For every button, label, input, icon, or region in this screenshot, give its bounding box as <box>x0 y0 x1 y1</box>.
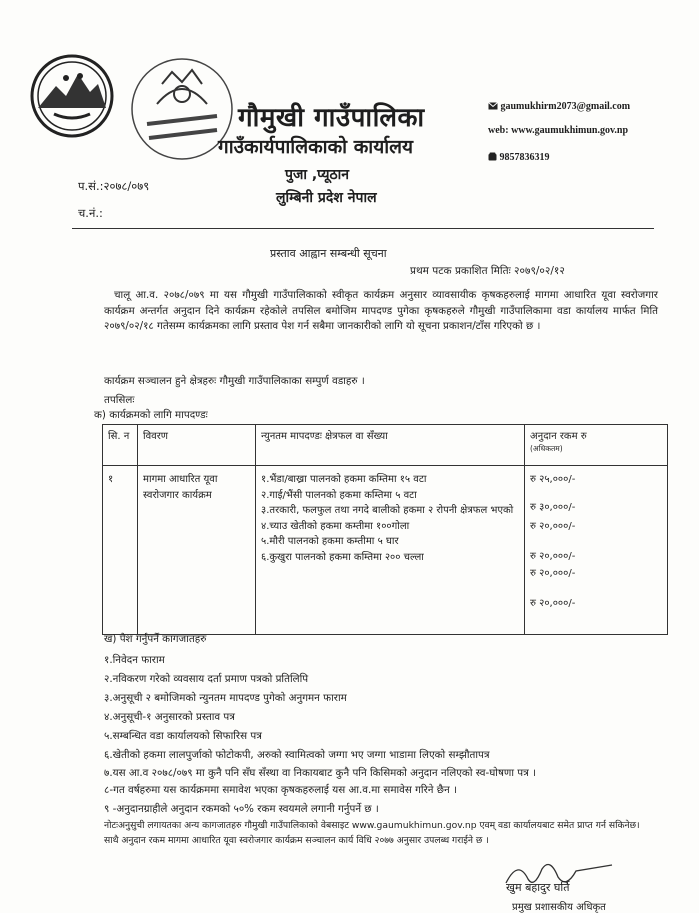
documents-heading: ख) पेश गर्नुपर्ने कागजातहरु <box>104 633 207 645</box>
document-item: ५.सम्बन्धित वडा कार्यालयको सिफारिस पत्र <box>104 730 262 742</box>
header-amount <box>525 425 668 466</box>
documents-list <box>104 651 659 819</box>
document-item: ३.अनुसूची २ बमोजिमको न्युनतम मापदण्ड पुगेको अनुगमन फाराम <box>104 692 347 704</box>
criteria-item: २.गाई/भैंसी पालनको हकमा कम्तिमा ५ वटा <box>261 489 417 501</box>
phone-line <box>488 152 550 163</box>
document-item: १.निवेदन फाराम <box>104 654 165 666</box>
header-description: विवरण <box>138 425 256 466</box>
amount-value: रु २०,०००/- <box>530 568 576 579</box>
email-address: gaumukhirm2073@gmail.com <box>500 101 631 112</box>
table-row <box>103 466 668 635</box>
document-item: २.नविकरण गरेको व्यवसाय दर्ता प्रमाण पत्रको प्रतिलिपि <box>104 673 309 685</box>
criteria-table <box>102 424 668 635</box>
row-description: मागमा आधारित यूवा स्वरोजगार कार्यक्रम <box>138 466 256 635</box>
amount-value: रु २०,०००/- <box>530 521 576 532</box>
web-label: web: <box>488 125 509 136</box>
header-amount-note: (अधिकतम) <box>530 444 563 453</box>
amount-value: रु ३०,०००/- <box>530 501 576 513</box>
header-criteria: न्युनतम मापदण्डः क्षेत्रफल वा सँख्या <box>256 425 525 466</box>
reference-number: प.सं.:२०७८/०७९ <box>78 179 150 193</box>
notice-body: चालू आ.व. २०७८/०७९ मा यस गौमुखी गाउँपालिकाको स्वीकृत कार्यक्रम अनुसार व्यावसायीक कृषकहरुलाई मागमा आधारित यूवा स्वरोजगार कार्यक्रम अन्तर्गत अनुदान दिने कार्यक्रम रहेकोले तपसिल बमोजिम मापदण्ड पुगेका कृषकहरुले गौमुखी गाउँपालिकामा वडा कार्यालय मार्फत मिति २०७९/०२/१८ गतेसम्म कार्यक्रमका लागि प्रस्ताव पेश गर्न सबैमा जानकारीको लागि यो सूचना प्रकाशन/टाँस गरिएको छ । <box>104 289 658 333</box>
web-line <box>488 125 628 136</box>
header-sn: सि. न <box>103 425 138 466</box>
phone-icon <box>488 152 497 161</box>
row-amounts <box>525 466 668 635</box>
program-area: कार्यक्रम सञ्चालन हुने क्षेत्रहरुः गौमुखी गाउँपालिकाका सम्पुर्ण वडाहरु । <box>104 375 365 387</box>
criteria-item: ३.तरकारी, फलफुल तथा नगदे बालीको हकमा २ रोपनी क्षेत्रफल भएको <box>261 505 514 516</box>
nepal-government-emblem-icon <box>26 52 118 140</box>
signatory-designation: प्रमुख प्रशासकीय अधिकृत <box>512 902 606 913</box>
document-item: ८-गत वर्षहरुमा यस कार्यक्रममा समावेश भएका कृषकहरुलाई यस आ.व.मा समावेस गरिने छैन । <box>104 784 457 796</box>
criteria-item: ५.मौरी पालनको हकमा कम्तीमा ५ घार <box>261 536 399 547</box>
row-criteria <box>256 466 525 635</box>
criteria-item: १.भैंडा/बाख्रा पालनको हकमा कम्तिमा १५ वटा <box>261 474 427 485</box>
municipality-name: गौमुखी गाउँपालिका <box>238 103 425 133</box>
criteria-heading: क) कार्यक्रमको लागि मापदण्डः <box>94 409 208 421</box>
amount-value: रु २०,०००/- <box>530 597 576 609</box>
phone-number: 9857836319 <box>499 152 550 163</box>
document-item: ४.अनुसूची-१ अनुसारको प्रस्ताव पत्र <box>104 711 235 723</box>
header-amount-label: अनुदान रकम रु <box>530 431 587 442</box>
header-divider <box>72 228 654 229</box>
notice-heading: प्रस्ताव आह्वान सम्बन्धी सूचना <box>270 247 387 260</box>
row-sn: १ <box>103 466 138 635</box>
signatory-name: खुम बहादुर घर्ति <box>506 881 570 894</box>
envelope-icon <box>488 102 498 110</box>
office-address: पुजा ,प्यूठान <box>285 167 350 183</box>
document-item: ६.खेतीको हकमा लालपुर्जाको फोटोकपी, अरुको स्वामित्वको जग्गा भए जग्गा भाडामा लिएको सम्झौतापत्र <box>104 749 490 761</box>
email-line <box>488 101 630 112</box>
document-item: ९ -अनुदानग्राहीले अनुदान रकमको ५०% रकम स्वयमले लगानी गर्नुपर्ने छ । <box>104 803 379 815</box>
dispatch-number: च.नं.: <box>78 206 103 220</box>
details-label: तपसिलः <box>104 394 135 406</box>
footer-note: नोटःअनुसुची लगायतका अन्य कागजातहरु गौमुखी गाउँपालिकाको वेबसाइट www.gaumukhimun.gov.np एवम् वडा कार्यालयबाट समेत प्राप्त गर्न सकिनेछ। साथै अनुदान रकम मागमा आधारित यूवा स्वरोजगार कार्यक्रम सञ्चालन कार्य विधि २०७७ अनुसार उपलब्ध गराईने छ । <box>104 820 640 846</box>
amount-value: रु २०,०००/- <box>530 550 576 562</box>
publication-date: प्रथम पटक प्रकाशित मितिः २०७९/०२/१२ <box>410 265 565 277</box>
criteria-item: ४.च्याउ खेतीको हकमा कम्तीमा १००गोला <box>261 520 410 532</box>
website-url: www.gaumukhimun.gov.np <box>511 125 629 136</box>
criteria-item: ६.कुखुरा पालनको हकमा कम्तिमा २०० चल्ला <box>261 551 424 563</box>
table-header-row <box>103 425 668 466</box>
amount-value: रु २५,०००/- <box>530 474 576 485</box>
office-name: गाउँकार्यपालिकाको कार्यालय <box>218 136 414 158</box>
province-name: लुम्बिनी प्रदेश नेपाल <box>276 190 377 206</box>
document-item: ७.यस आ.व २०७८/०७९ मा कुनै पनि सँघ सँस्था वा निकायबाट कुनै पनि किसिमको अनुदान नलिएको स्व-घोषणा पत्र । <box>104 767 537 779</box>
